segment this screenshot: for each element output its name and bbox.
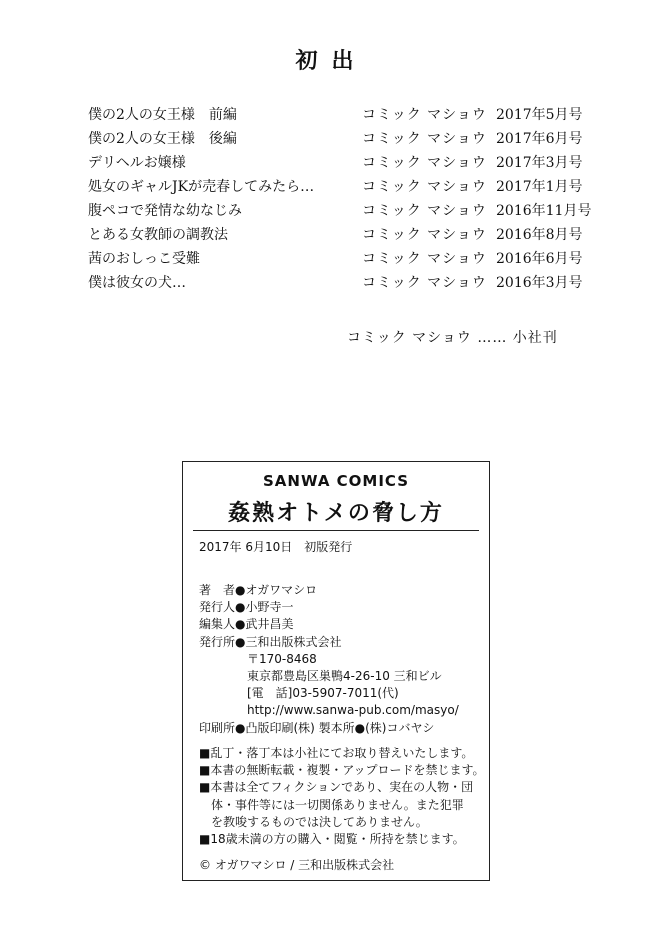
publisher-line: 発行所●三和出版株式会社 xyxy=(199,634,342,649)
publication-title: 処女のギャルJKが売春してみたら… xyxy=(88,179,315,195)
notice-line: を教唆するものでは決してありません。 xyxy=(199,814,428,829)
publication-row xyxy=(0,200,663,222)
url-line: http://www.sanwa-pub.com/masyo/ xyxy=(247,703,459,718)
notice-line: 体・事件等には一切関係ありません。また犯罪 xyxy=(199,797,464,812)
publication-magazine: コミック マショウ xyxy=(362,203,487,219)
author-line: 著 者●オガワマシロ xyxy=(199,583,318,597)
publication-date: 2016年3月号 xyxy=(496,275,583,291)
publication-row xyxy=(0,248,663,270)
publication-magazine: コミック マショウ xyxy=(362,275,487,291)
publisher-note: コミック マショウ …… 小社刊 xyxy=(347,330,558,346)
phone-line: [電 話]03-5907-7011(代) xyxy=(247,686,399,701)
notices-block xyxy=(199,745,485,848)
publication-magazine: コミック マショウ xyxy=(362,251,487,267)
publication-row xyxy=(0,152,663,174)
publication-row xyxy=(0,176,663,198)
publication-row xyxy=(0,272,663,294)
publication-date: 2017年5月号 xyxy=(496,107,583,123)
colophon-box xyxy=(182,461,490,881)
series-name: SANWA COMICS xyxy=(262,472,410,490)
copyright-line: © オガワマシロ / 三和出版株式会社 xyxy=(199,858,395,872)
publication-row xyxy=(0,128,663,150)
notice-line: ■本書は全てフィクションであり、実在の人物・団 xyxy=(199,780,474,795)
publication-title: 僕の2人の女王様 前編 xyxy=(88,107,237,123)
notice-line: ■18歳未満の方の購入・閲覧・所持を禁じます。 xyxy=(199,832,465,847)
notice-line: ■本書の無断転載・複製・アップロードを禁じます。 xyxy=(199,763,485,778)
credits-block xyxy=(199,582,459,737)
publication-date: 2016年11月号 xyxy=(496,203,592,219)
publication-date: 2017年3月号 xyxy=(496,155,583,171)
printer-line: 印刷所●凸版印刷(株) 製本所●(株)コバヤシ xyxy=(199,720,435,735)
publication-magazine: コミック マショウ xyxy=(362,107,487,123)
publication-title: とある女教師の調教法 xyxy=(88,227,228,243)
publication-row xyxy=(0,104,663,126)
publication-title: デリヘルお嬢様 xyxy=(88,155,186,171)
publication-title: 茜のおしっこ受難 xyxy=(88,251,200,267)
notice-line: ■乱丁・落丁本は小社にてお取り替えいたします。 xyxy=(199,746,474,760)
address-line: 東京都豊島区巣鴨4-26-10 三和ビル xyxy=(247,669,442,684)
postal-code: 〒170-8468 xyxy=(247,651,317,666)
publication-magazine: コミック マショウ xyxy=(362,227,487,243)
editor-line: 編集人●武井昌美 xyxy=(199,617,294,632)
edition-date: 2017年 6月10日 初版発行 xyxy=(199,540,353,554)
publication-date: 2016年6月号 xyxy=(496,251,583,267)
page-heading: 初出 xyxy=(295,48,368,74)
publication-title: 僕の2人の女王様 後編 xyxy=(88,131,237,147)
publication-title: 僕は彼女の犬… xyxy=(88,275,186,291)
publication-date: 2016年8月号 xyxy=(496,227,583,243)
publication-title: 腹ペコで発情な幼なじみ xyxy=(88,203,242,219)
title-divider xyxy=(193,530,479,531)
publication-date: 2017年6月号 xyxy=(496,131,583,147)
issuer-line: 発行人●小野寺一 xyxy=(199,600,294,615)
publication-magazine: コミック マショウ xyxy=(362,131,487,147)
publication-row xyxy=(0,224,663,246)
publication-magazine: コミック マショウ xyxy=(362,155,487,171)
publication-date: 2017年1月号 xyxy=(496,179,583,195)
publication-magazine: コミック マショウ xyxy=(362,179,487,195)
book-title: 姦熟オトメの脅し方 xyxy=(228,500,444,526)
